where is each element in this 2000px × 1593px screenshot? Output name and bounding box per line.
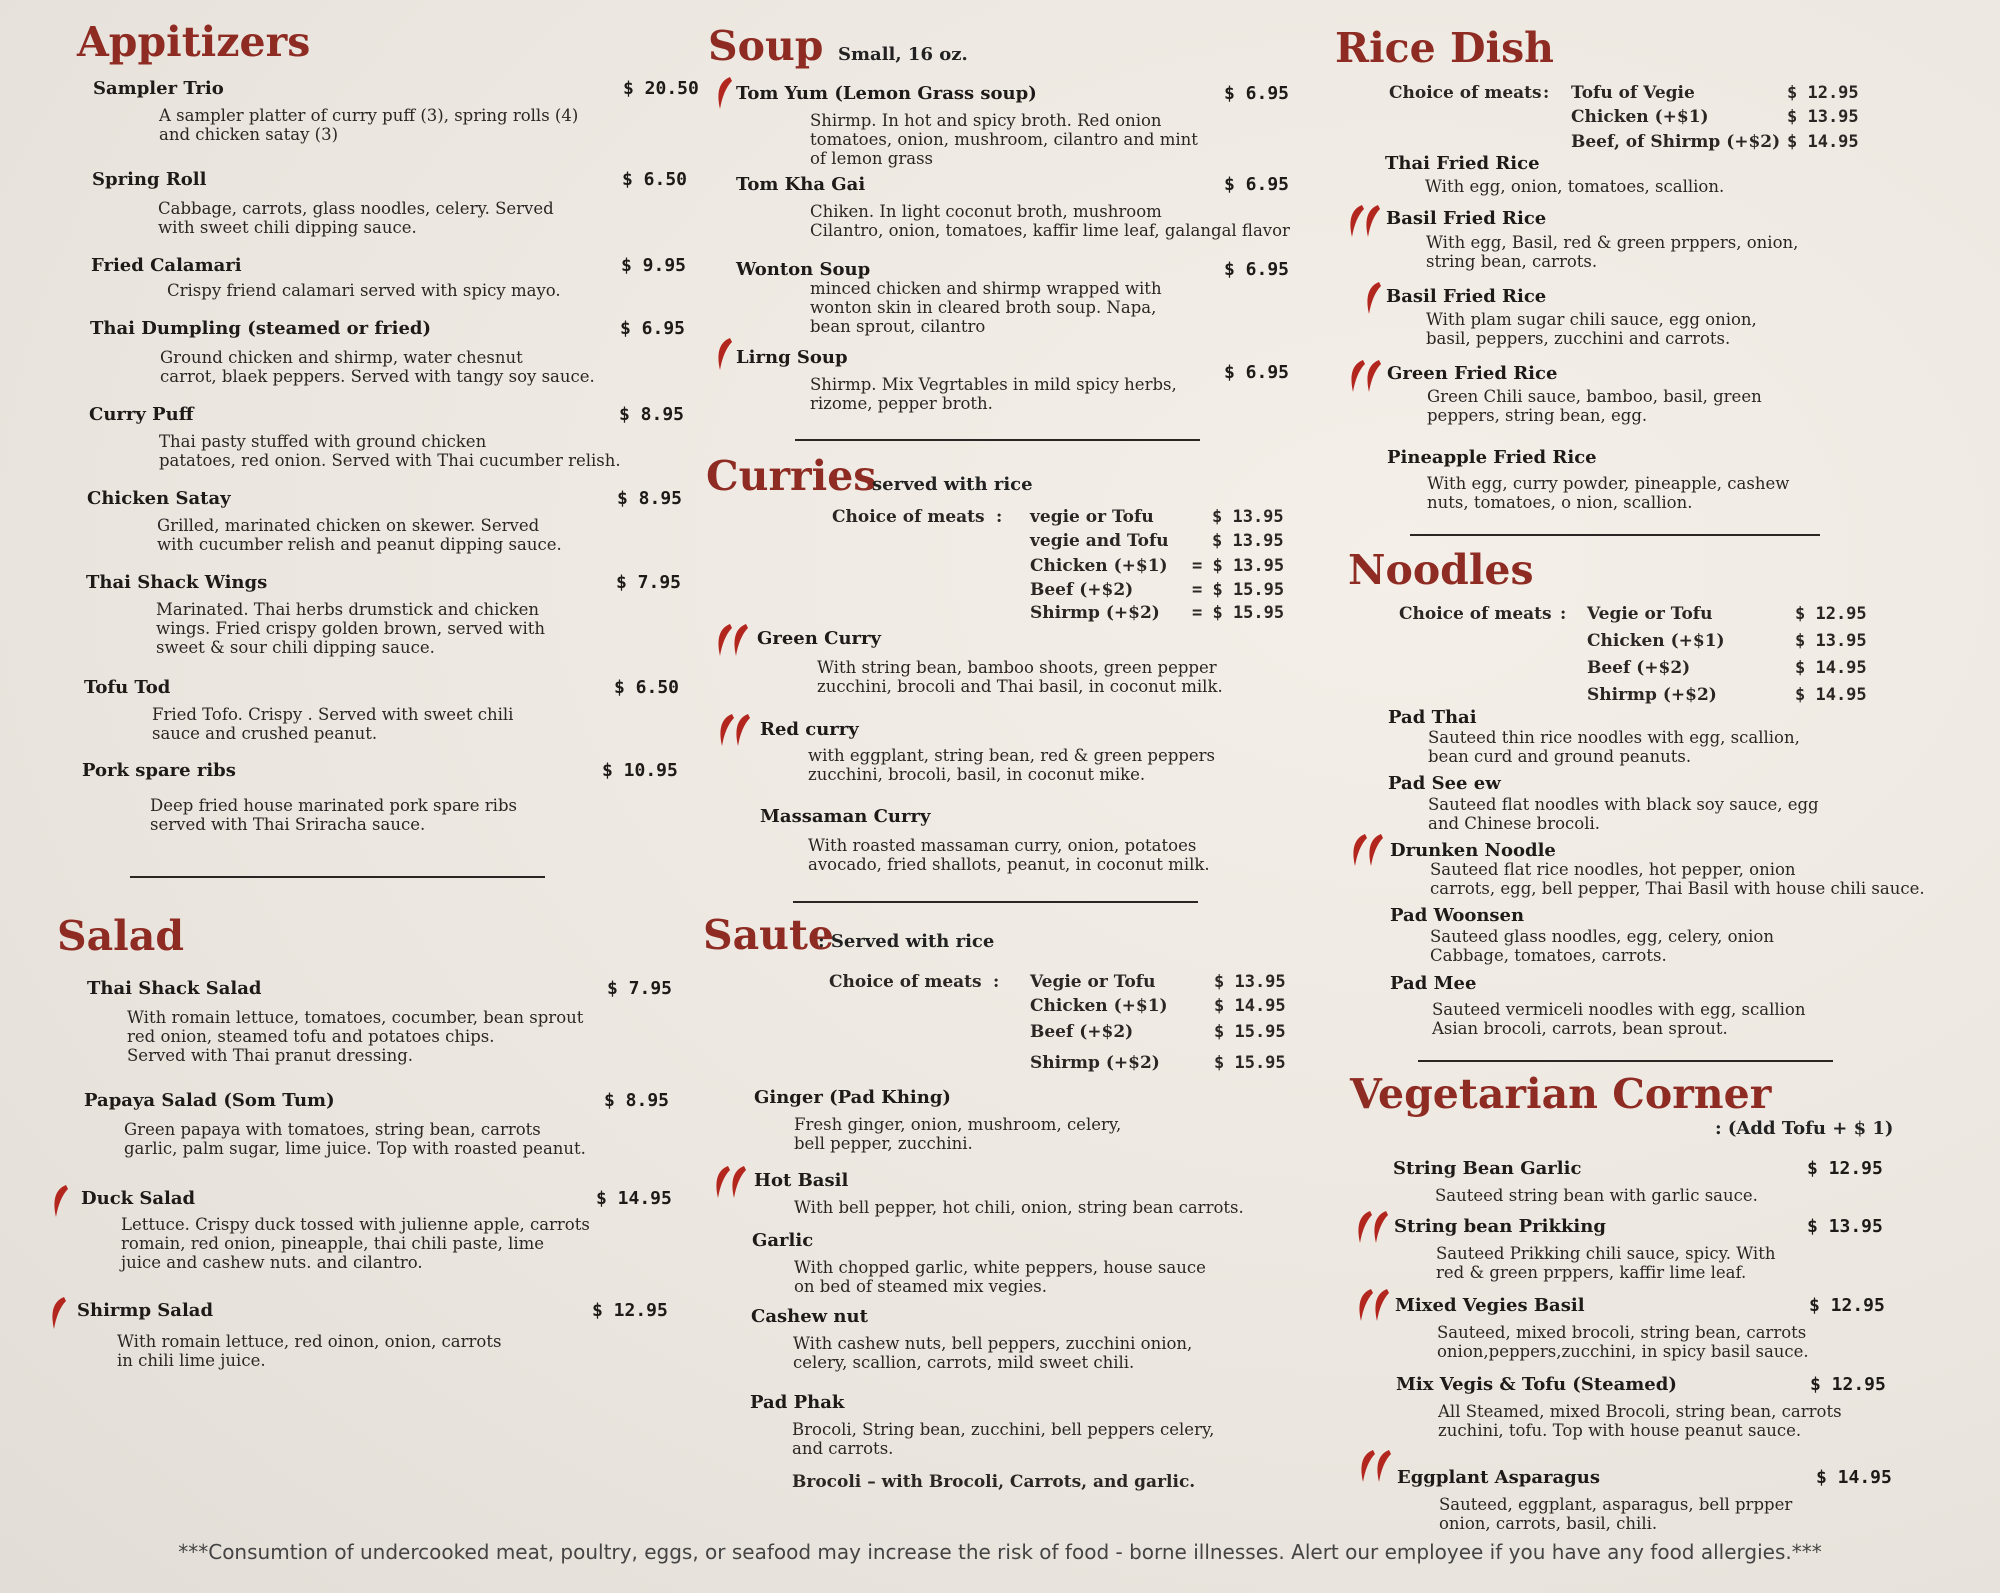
item-description: With plam sugar chili sauce, egg onion, basil, peppers, zucchini and carrots.: [1426, 310, 1757, 348]
item-description: Fried Tofo. Crispy . Served with sweet chili sauce and crushed peanut.: [152, 705, 514, 743]
meat-price: $ 14.95: [1214, 996, 1286, 1016]
item-name: Pad Phak: [750, 1392, 845, 1413]
meat-price: = $ 15.95: [1192, 580, 1285, 600]
item-price: $ 6.95: [1224, 362, 1290, 383]
meat-price: $ 15.95: [1214, 1022, 1286, 1042]
double-chili-pepper-icon: [1351, 832, 1385, 868]
item-name: Shirmp Salad: [77, 1300, 214, 1321]
item-name: Sampler Trio: [93, 78, 224, 99]
item-description: Marinated. Thai herbs drumstick and chicken wings. Fried crispy golden brown, served with sweet & sour chili dipping sauce.: [156, 600, 545, 657]
curries-title: Curries: [706, 452, 877, 500]
meat-option: Beef (+$2): [1030, 580, 1134, 600]
item-price: $ 8.95: [617, 488, 683, 509]
item-description: With egg, onion, tomatoes, scallion.: [1425, 177, 1725, 196]
section-divider: [793, 901, 1198, 903]
item-name: Papaya Salad (Som Tum): [84, 1090, 335, 1111]
item-name: Drunken Noodle: [1390, 840, 1556, 861]
item-name: Pad Woonsen: [1390, 905, 1525, 926]
item-description: Chiken. In light coconut broth, mushroom Cilantro, onion, tomatoes, kaffir lime leaf, galangal flavor: [810, 202, 1290, 240]
item-name: Fried Calamari: [91, 255, 242, 276]
choice-of-meats-label: Choice of meats: [1399, 604, 1552, 624]
item-description: Ground chicken and shirmp, water chesnut carrot, blaek peppers. Served with tangy soy sauce.: [160, 348, 595, 386]
item-description: Sauteed flat rice noodles, hot pepper, onion carrots, egg, bell pepper, Thai Basil with house chili sauce.: [1430, 860, 1925, 898]
item-description: minced chicken and shirmp wrapped with wonton skin in cleared broth soup. Napa, bean sprout, cilantro: [810, 279, 1162, 336]
double-chili-pepper-icon: [714, 1164, 748, 1200]
meat-price: $ 15.95: [1214, 1053, 1286, 1073]
item-price: $ 6.50: [614, 677, 680, 698]
choice-of-meats-label: Choice of meats: [1389, 83, 1542, 103]
double-chili-pepper-icon: [1348, 203, 1382, 239]
item-name: Tom Yum (Lemon Grass soup): [736, 83, 1037, 104]
meat-option: Chicken (+$1): [1587, 631, 1725, 651]
item-name: Eggplant Asparagus: [1397, 1467, 1600, 1488]
double-chili-pepper-icon: [1349, 358, 1383, 394]
colon: :: [1543, 83, 1550, 103]
item-price: $ 14.95: [1816, 1467, 1892, 1488]
item-price: $ 6.95: [620, 318, 686, 339]
item-price: $ 7.95: [616, 572, 682, 593]
item-name: Lirng Soup: [736, 347, 848, 368]
item-price: $ 9.95: [621, 255, 687, 276]
appetizers-title: Appitizers: [77, 18, 311, 66]
choice-of-meats-label: Choice of meats: [832, 507, 985, 527]
item-description: Fresh ginger, onion, mushroom, celery, bell pepper, zucchini.: [794, 1115, 1122, 1153]
item-description: With string bean, bamboo shoots, green pepper zucchini, brocoli and Thai basil, in coconut milk.: [817, 658, 1223, 696]
item-description: Green papaya with tomatoes, string bean, carrots garlic, palm sugar, lime juice. Top with roasted peanut.: [124, 1120, 586, 1158]
item-description: Green Chili sauce, bamboo, basil, green peppers, string bean, egg.: [1427, 387, 1762, 425]
meat-option: Shirmp (+$2): [1030, 1053, 1160, 1073]
brocoli-note: Brocoli – with Brocoli, Carrots, and garlic.: [792, 1472, 1196, 1492]
chili-pepper-icon: [1363, 280, 1383, 316]
item-description: Thai pasty stuffed with ground chicken patatoes, red onion. Served with Thai cucumber relish.: [159, 432, 621, 470]
meat-option: Tofu of Vegie: [1571, 83, 1695, 103]
item-name: Massaman Curry: [760, 806, 931, 827]
vegetarian-subtitle: : (Add Tofu + $ 1): [1715, 1118, 1894, 1139]
item-name: Ginger (Pad Khing): [754, 1087, 951, 1108]
item-description: A sampler platter of curry puff (3), spring rolls (4) and chicken satay (3): [159, 106, 579, 144]
item-description: With romain lettuce, tomatoes, cocumber, bean sprout red onion, steamed tofu and potatoes chips. Served with Thai pranut dressing.: [127, 1008, 584, 1065]
meat-price: $ 12.95: [1787, 83, 1859, 103]
item-price: $ 20.50: [623, 78, 699, 99]
item-price: $ 6.95: [1224, 259, 1290, 280]
item-price: $ 6.50: [622, 169, 688, 190]
meat-option: Beef (+$2): [1587, 658, 1691, 678]
section-divider: [1418, 1060, 1833, 1062]
item-price: $ 6.95: [1224, 174, 1290, 195]
item-price: $ 14.95: [596, 1188, 672, 1209]
item-price: $ 10.95: [602, 760, 678, 781]
item-name: Wonton Soup: [736, 259, 871, 280]
colon: :: [993, 972, 1000, 992]
item-name: Spring Roll: [92, 169, 207, 190]
item-description: Brocoli, String bean, zucchini, bell peppers celery, and carrots.: [792, 1420, 1215, 1458]
colon: :: [1560, 604, 1567, 624]
item-price: $ 12.95: [1809, 1295, 1885, 1316]
meat-option: Beef (+$2): [1030, 1022, 1134, 1042]
vegetarian-title: Vegetarian Corner: [1350, 1070, 1772, 1118]
item-description: Sauteed, eggplant, asparagus, bell prpper onion, carrots, basil, chili.: [1439, 1495, 1793, 1533]
item-description: Sauteed thin rice noodles with egg, scallion, bean curd and ground peanuts.: [1428, 728, 1800, 766]
chili-pepper-icon: [50, 1183, 70, 1219]
double-chili-pepper-icon: [716, 622, 750, 658]
item-description: with eggplant, string bean, red & green peppers zucchini, brocoli, basil, in coconut mike.: [808, 746, 1216, 784]
meat-price: $ 14.95: [1795, 685, 1867, 705]
chili-pepper-icon: [714, 336, 734, 372]
chili-pepper-icon: [714, 75, 734, 111]
meat-price: $ 13.95: [1212, 531, 1284, 551]
item-name: Chicken Satay: [87, 488, 231, 509]
section-divider: [130, 876, 545, 878]
meat-option: Chicken (+$1): [1030, 556, 1168, 576]
meat-option: Beef, of Shirmp (+$2): [1571, 132, 1781, 152]
item-description: Shirmp. Mix Vegrtables in mild spicy herbs, rizome, pepper broth.: [810, 375, 1177, 413]
item-description: Crispy friend calamari served with spicy mayo.: [167, 281, 561, 300]
item-description: Sauteed string bean with garlic sauce.: [1435, 1186, 1758, 1205]
item-name: Thai Shack Wings: [86, 572, 268, 593]
meat-option: Vegie or Tofu: [1030, 972, 1156, 992]
item-name: Pineapple Fried Rice: [1387, 447, 1597, 468]
meat-option: Shirmp (+$2): [1587, 685, 1717, 705]
item-description: Sauteed flat noodles with black soy sauce, egg and Chinese brocoli.: [1428, 795, 1819, 833]
saute-title: Saute: [703, 911, 835, 959]
item-description: With cashew nuts, bell peppers, zucchini onion, celery, scallion, carrots, mild sweet chili.: [793, 1334, 1193, 1372]
meat-option: Chicken (+$1): [1571, 107, 1709, 127]
item-name: Curry Puff: [89, 404, 194, 425]
item-name: Pork spare ribs: [82, 760, 236, 781]
meat-price: = $ 15.95: [1192, 603, 1285, 623]
item-description: Sauteed, mixed brocoli, string bean, carrots onion,peppers,zucchini, in spicy basil sauce.: [1437, 1323, 1809, 1361]
item-description: Sauteed glass noodles, egg, celery, onion Cabbage, tomatoes, carrots.: [1430, 927, 1774, 965]
item-name: Tofu Tod: [84, 677, 171, 698]
meat-option: Vegie or Tofu: [1587, 604, 1713, 624]
double-chili-pepper-icon: [1356, 1209, 1390, 1245]
section-divider: [1410, 534, 1820, 536]
item-name: Red curry: [760, 719, 859, 740]
double-chili-pepper-icon: [1359, 1448, 1393, 1484]
item-description: With roasted massaman curry, onion, potatoes avocado, fried shallots, peanut, in coconut milk.: [808, 836, 1210, 874]
item-price: $ 12.95: [1807, 1158, 1883, 1179]
item-name: Pad Thai: [1388, 707, 1477, 728]
item-price: $ 8.95: [604, 1090, 670, 1111]
item-name: Green Fried Rice: [1387, 363, 1558, 384]
soup-title: Soup: [708, 22, 824, 70]
item-name: Mixed Vegies Basil: [1395, 1295, 1585, 1316]
item-name: Garlic: [752, 1230, 814, 1251]
item-description: Shirmp. In hot and spicy broth. Red onion tomatoes, onion, mushroom, cilantro and mint of lemon grass: [810, 111, 1198, 168]
meat-option: vegie or Tofu: [1030, 507, 1154, 527]
meat-price: $ 13.95: [1787, 107, 1859, 127]
item-name: String bean Prikking: [1394, 1216, 1606, 1237]
item-description: Deep fried house marinated pork spare ribs served with Thai Sriracha sauce.: [150, 796, 517, 834]
item-name: Mix Vegis & Tofu (Steamed): [1396, 1374, 1677, 1395]
item-name: Green Curry: [757, 628, 881, 649]
item-price: $ 12.95: [1810, 1374, 1886, 1395]
salad-title: Salad: [57, 912, 184, 960]
item-description: With chopped garlic, white peppers, house sauce on bed of steamed mix vegies.: [794, 1258, 1206, 1296]
item-name: Tom Kha Gai: [736, 174, 866, 195]
item-description: All Steamed, mixed Brocoli, string bean, carrots zuchini, tofu. Top with house peanut sauce.: [1438, 1402, 1842, 1440]
meat-option: Chicken (+$1): [1030, 996, 1168, 1016]
noodles-title: Noodles: [1348, 546, 1534, 594]
item-name: Thai Dumpling (steamed or fried): [90, 318, 431, 339]
item-name: Pad Mee: [1390, 973, 1477, 994]
meat-price: $ 12.95: [1795, 604, 1867, 624]
meat-price: $ 14.95: [1795, 658, 1867, 678]
item-price: $ 7.95: [607, 978, 673, 999]
meat-price: = $ 13.95: [1192, 556, 1285, 576]
curries-subtitle: served with rice: [872, 474, 1033, 495]
allergy-disclaimer: ***Consumtion of undercooked meat, poultry, eggs, or seafood may increase the risk of food - borne illnesses. Alert our employee if you have any food allergies.***: [178, 1540, 1822, 1564]
item-name: Pad See ew: [1388, 773, 1501, 794]
choice-of-meats-label: Choice of meats: [829, 972, 982, 992]
meat-option: Shirmp (+$2): [1030, 603, 1160, 623]
rice-title: Rice Dish: [1335, 24, 1554, 72]
item-description: Lettuce. Crispy duck tossed with julienne apple, carrots romain, red onion, pineapple, thai chili paste, lime juice and cashew nuts. and cilantro.: [121, 1215, 590, 1272]
item-price: $ 8.95: [619, 404, 685, 425]
double-chili-pepper-icon: [1357, 1287, 1391, 1323]
item-description: Sauteed vermiceli noodles with egg, scallion Asian brocoli, carrots, bean sprout.: [1432, 1000, 1806, 1038]
item-name: Duck Salad: [81, 1188, 196, 1209]
meat-option: vegie and Tofu: [1030, 531, 1169, 551]
section-divider: [795, 439, 1200, 441]
item-price: $ 6.95: [1224, 83, 1290, 104]
item-description: With romain lettuce, red oinon, onion, carrots in chili lime juice.: [117, 1332, 502, 1370]
item-description: With bell pepper, hot chili, onion, string bean carrots.: [794, 1198, 1244, 1217]
item-name: Basil Fried Rice: [1386, 208, 1547, 229]
item-description: Cabbage, carrots, glass noodles, celery. Served with sweet chili dipping sauce.: [158, 199, 554, 237]
meat-price: $ 14.95: [1787, 132, 1859, 152]
item-price: $ 12.95: [592, 1300, 668, 1321]
item-description: Sauteed Prikking chili sauce, spicy. With red & green prppers, kaffir lime leaf.: [1436, 1244, 1776, 1282]
item-name: Cashew nut: [751, 1306, 868, 1327]
item-description: With egg, Basil, red & green prppers, onion, string bean, carrots.: [1426, 233, 1799, 271]
soup-subtitle: Small, 16 oz.: [838, 44, 968, 65]
item-name: Hot Basil: [754, 1170, 849, 1191]
chili-pepper-icon: [48, 1295, 68, 1331]
double-chili-pepper-icon: [718, 712, 752, 748]
meat-price: $ 13.95: [1795, 631, 1867, 651]
item-name: String Bean Garlic: [1393, 1158, 1582, 1179]
item-name: Basil Fried Rice: [1386, 286, 1547, 307]
meat-price: $ 13.95: [1212, 507, 1284, 527]
colon: :: [996, 507, 1003, 527]
item-price: $ 13.95: [1807, 1216, 1883, 1237]
saute-subtitle: : Served with rice: [818, 931, 995, 952]
meat-price: $ 13.95: [1214, 972, 1286, 992]
item-description: With egg, curry powder, pineapple, cashew nuts, tomatoes, o nion, scallion.: [1427, 474, 1790, 512]
item-description: Grilled, marinated chicken on skewer. Served with cucumber relish and peanut dipping sauce.: [157, 516, 562, 554]
item-name: Thai Fried Rice: [1385, 153, 1540, 174]
item-name: Thai Shack Salad: [87, 978, 262, 999]
